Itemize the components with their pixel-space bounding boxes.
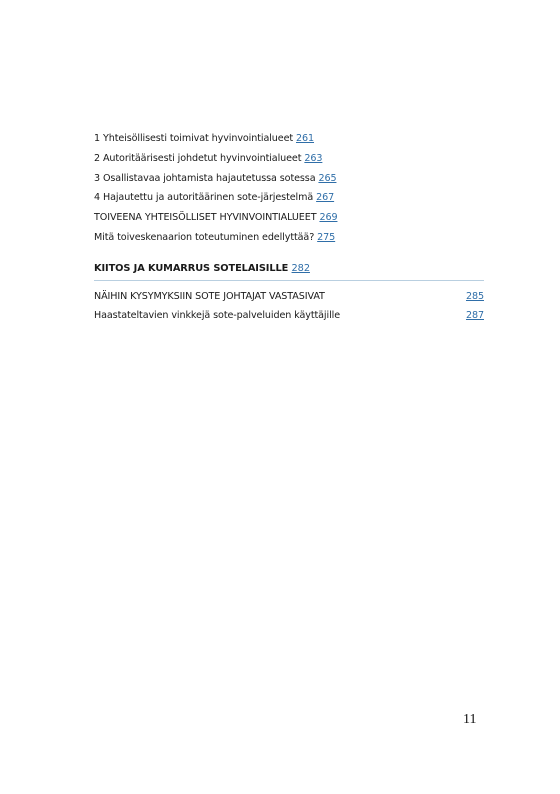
toc-row-page-link[interactable]: 287	[465, 309, 484, 321]
toc-entry-page-link[interactable]: 275	[317, 231, 336, 243]
toc-row-title: Haastateltavien vinkkejä sote-palveluiden käyttäjille	[94, 309, 340, 321]
toc-entry	[94, 228, 486, 248]
toc-entry-page-link[interactable]: 263	[304, 152, 323, 164]
table-of-contents	[94, 129, 486, 325]
toc-row	[94, 306, 484, 325]
toc-heading-page-link[interactable]: 282	[291, 262, 310, 274]
toc-entry-title: 1 Yhteisöllisesti toimivat hyvinvointialueet	[94, 133, 294, 144]
section-divider	[94, 280, 484, 281]
toc-heading-title: KIITOS JA KUMARRUS SOTELAISILLE	[94, 262, 289, 274]
toc-section-heading	[94, 259, 486, 279]
toc-entry-page-link[interactable]: 267	[316, 192, 335, 204]
toc-entry	[94, 129, 486, 149]
toc-entry	[94, 188, 486, 208]
page-number: 11	[463, 712, 477, 727]
toc-row	[94, 287, 484, 306]
toc-entry-title: Mitä toiveskenaarion toteutuminen edellyttää?	[94, 231, 315, 243]
toc-entry-title: TOIVEENA YHTEISÖLLISET HYVINVOINTIALUEET	[94, 212, 317, 224]
toc-entry	[94, 149, 486, 169]
toc-entry	[94, 208, 486, 228]
toc-entry	[94, 169, 486, 189]
toc-entry-title: 2 Autoritäärisesti johdetut hyvinvointialueet	[94, 152, 302, 164]
toc-entry-page-link[interactable]: 261	[296, 133, 315, 144]
toc-entry-title: 3 Osallistavaa johtamista hajautetussa sotessa	[94, 172, 316, 184]
toc-entry-title: 4 Hajautettu ja autoritäärinen sote-järjestelmä	[94, 192, 314, 204]
toc-entry-page-link[interactable]: 269	[319, 212, 338, 224]
toc-row-title: NÄIHIN KYSYMYKSIIN SOTE JOHTAJAT VASTASIVAT	[94, 290, 325, 302]
toc-entry-page-link[interactable]: 265	[318, 172, 337, 184]
toc-row-page-link[interactable]: 285	[465, 290, 484, 302]
